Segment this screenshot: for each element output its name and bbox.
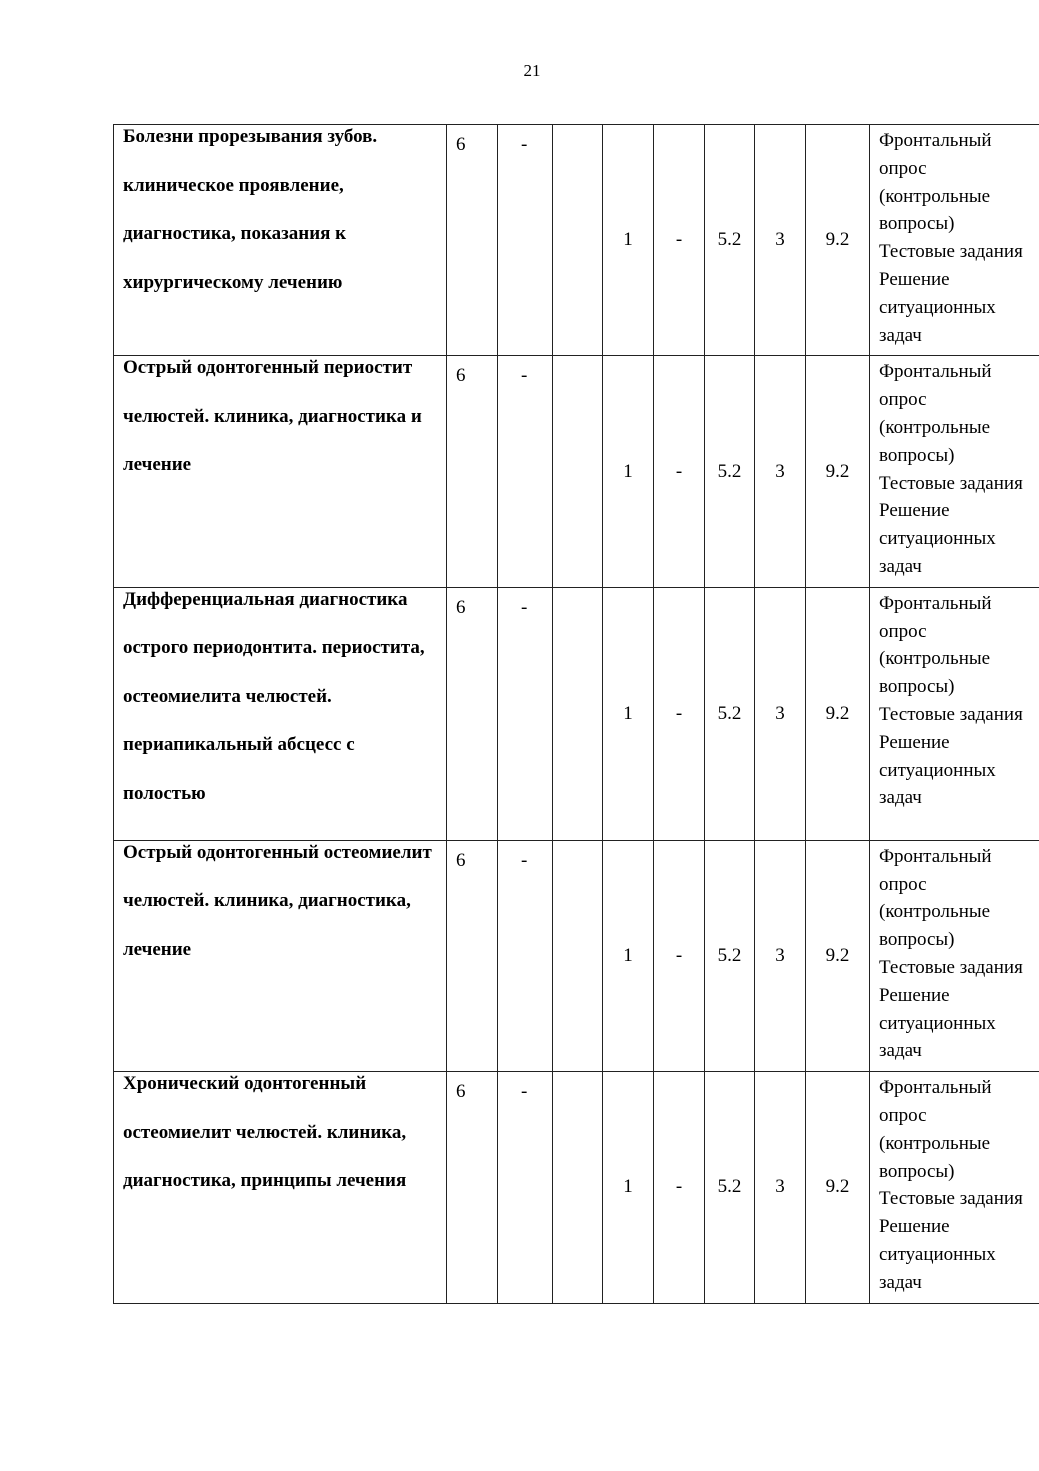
total-cell: 9.2 [806,840,870,1071]
dash-cell: - [654,1072,705,1303]
empty-cell [553,840,603,1071]
empty-cell [553,587,603,840]
form-line: (контрольные [879,901,991,923]
dash-cell: - [654,356,705,587]
table-row [114,1072,1039,1303]
form-line: вопросы) [879,444,955,466]
total-cell: 9.2 [806,1072,870,1303]
table-row [114,356,1039,587]
form-line: вопросы) [879,929,955,951]
form-line: опрос [879,873,927,895]
form-line: Решение [879,268,950,290]
dash-cell: - [498,356,553,587]
curriculum-table [113,124,1039,1304]
empty-cell [553,125,603,356]
form-line: задач [879,787,922,809]
dash-cell: - [498,125,553,356]
hours-cell: 6 [447,125,498,356]
dash-cell: - [498,840,553,1071]
form-line: Фронтальный [879,845,992,867]
total-cell: 9.2 [806,125,870,356]
page-number: 21 [523,61,541,80]
value-cell: 5.2 [705,840,755,1071]
form-line: ситуационных [879,759,996,781]
form-line: Тестовые задания [879,703,1023,725]
hours-cell: 6 [447,840,498,1071]
value-cell: 5.2 [705,356,755,587]
form-line: вопросы) [879,213,955,235]
value-cell: 5.2 [705,1072,755,1303]
form-line: (контрольные [879,185,991,207]
form-line: (контрольные [879,416,991,438]
value-cell: 3 [755,356,806,587]
dash-cell: - [498,587,553,840]
value-cell: 1 [603,125,654,356]
value-cell: 1 [603,356,654,587]
table-row [114,125,1039,356]
form-line: задач [879,555,922,577]
form-line: ситуационных [879,1243,996,1265]
topic-cell: Дифференциальная диагностика острого периодонтита. периостита, остеомиелита челюстей. периапикальный абсцесс с полостью [114,587,447,840]
control-forms-cell [870,1072,1039,1303]
topic-cell: Острый одонтогенный остеомиелит челюстей. клиника, диагностика, лечение [114,840,447,1071]
control-forms-cell [870,840,1039,1071]
control-forms-cell [870,356,1039,587]
hours-cell: 6 [447,587,498,840]
form-line: Фронтальный [879,592,992,614]
form-line: ситуационных [879,528,996,550]
form-line: опрос [879,1104,927,1126]
topic-cell: Хронический одонтогенный остеомиелит челюстей. клиника, диагностика, принципы лечения [114,1072,447,1303]
value-cell: 3 [755,1072,806,1303]
control-forms-cell [870,125,1039,356]
value-cell: 3 [755,587,806,840]
table-row [114,840,1039,1071]
form-line: вопросы) [879,1160,955,1182]
form-line: Тестовые задания [879,241,1023,263]
dash-cell: - [654,125,705,356]
form-line: опрос [879,157,927,179]
form-line: задач [879,1040,922,1062]
topic-cell: Болезни прорезывания зубов. клиническое проявление, диагностика, показания к хирургическому лечению [114,125,447,356]
form-line: задач [879,1271,922,1293]
form-line: Решение [879,731,950,753]
form-line: Тестовые задания [879,956,1023,978]
value-cell: 5.2 [705,587,755,840]
form-line: Тестовые задания [879,1188,1023,1210]
table-row [114,587,1039,840]
form-line: ситуационных [879,296,996,318]
form-line: Решение [879,984,950,1006]
form-line: задач [879,324,922,346]
form-line: Фронтальный [879,361,992,383]
value-cell: 3 [755,125,806,356]
topic-cell: Острый одонтогенный периостит челюстей. клиника, диагностика и лечение [114,356,447,587]
form-line: Решение [879,500,950,522]
form-line: Фронтальный [879,130,992,151]
form-line: Фронтальный [879,1077,992,1099]
form-line: вопросы) [879,676,955,698]
value-cell: 1 [603,840,654,1071]
form-line: Решение [879,1216,950,1238]
form-line: опрос [879,620,927,642]
total-cell: 9.2 [806,356,870,587]
value-cell: 5.2 [705,125,755,356]
empty-cell [553,356,603,587]
dash-cell: - [654,587,705,840]
value-cell: 3 [755,840,806,1071]
form-line: (контрольные [879,1132,991,1154]
hours-cell: 6 [447,356,498,587]
value-cell: 1 [603,1072,654,1303]
hours-cell: 6 [447,1072,498,1303]
empty-cell [553,1072,603,1303]
form-line: ситуационных [879,1012,996,1034]
dash-cell: - [498,1072,553,1303]
dash-cell: - [654,840,705,1071]
total-cell: 9.2 [806,587,870,840]
form-line: (контрольные [879,648,991,670]
form-line: Тестовые задания [879,472,1023,494]
control-forms-cell [870,587,1039,840]
value-cell: 1 [603,587,654,840]
form-line: опрос [879,389,927,411]
